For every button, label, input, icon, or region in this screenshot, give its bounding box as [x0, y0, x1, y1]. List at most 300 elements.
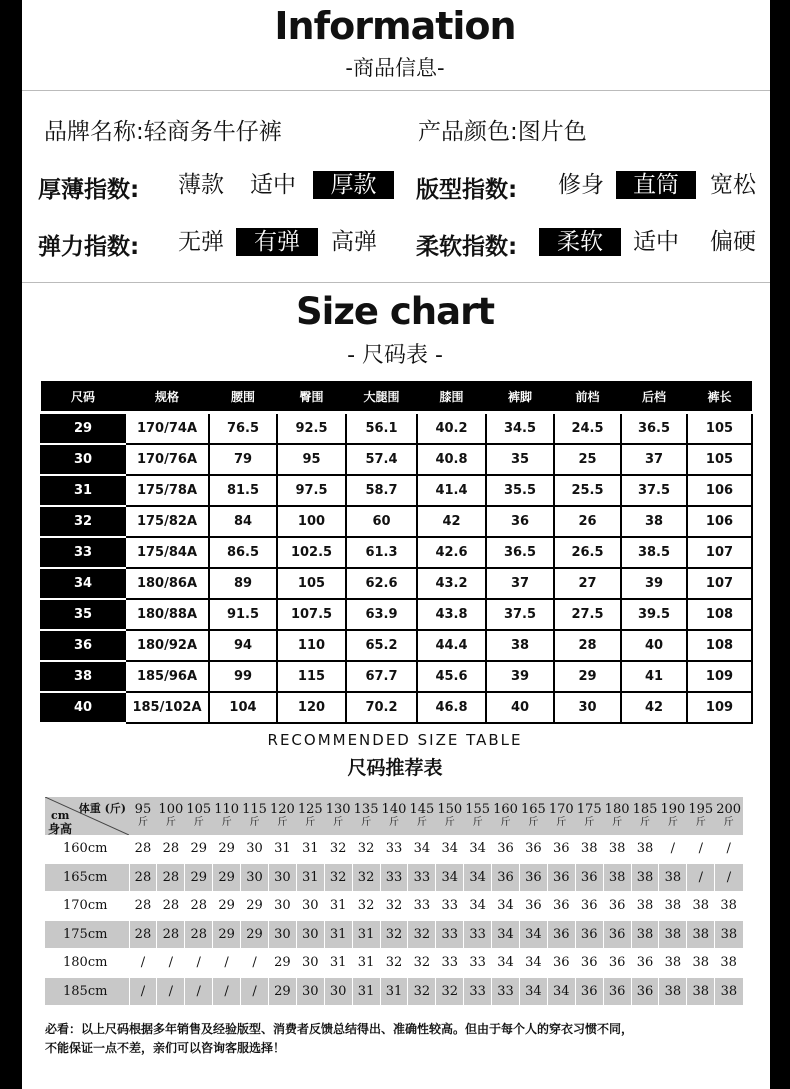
size-value-cell: 107 [687, 537, 752, 568]
recommend-size-cell: 32 [357, 841, 375, 857]
recommend-size-cell: 29 [213, 863, 241, 892]
size-label-cell: 38 [41, 661, 125, 692]
recommend-size-cell: 33 [441, 898, 459, 914]
recommend-size-cell: 38 [659, 920, 687, 949]
weight-unit: 斤 [667, 817, 678, 828]
recommend-size-cell: 36 [608, 898, 626, 914]
recommend-size-cell: 38 [715, 977, 743, 1006]
size-row [41, 506, 752, 537]
recommend-size-cell: / [670, 841, 676, 857]
weight-header-cell [464, 797, 492, 835]
size-header-cell: 臀围 [277, 381, 346, 413]
index-option: 适中 [250, 172, 296, 198]
size-chart-subtitle: - 尺码表 - [347, 343, 443, 368]
size-value-cell: 91.5 [209, 599, 277, 630]
weight-unit: 斤 [444, 817, 455, 828]
weight-header-cell [631, 797, 659, 835]
weight-value: 150 [437, 802, 463, 817]
recommend-size-cell: 34 [519, 977, 547, 1006]
size-label-cell: 40 [41, 692, 125, 723]
weight-unit: 斤 [165, 817, 176, 828]
left-border [0, 0, 22, 1089]
weight-header-cell [380, 797, 408, 835]
size-value-cell: 38 [621, 506, 687, 537]
recommend-size-cell: 31 [274, 841, 291, 857]
recommend-size-cell: 38 [636, 898, 654, 914]
recommend-size-cell: 28 [129, 920, 157, 949]
recommend-size-cell: 34 [519, 920, 547, 949]
size-value-cell: 105 [687, 413, 752, 445]
recommend-size-cell: 31 [302, 841, 319, 857]
height-cell: 160cm [63, 841, 108, 857]
recommend-size-cell: 29 [213, 920, 241, 949]
size-header-cell: 膝围 [417, 381, 486, 413]
weight-header-cell [157, 797, 185, 835]
recommend-size-cell: 29 [190, 841, 207, 857]
weight-unit: 斤 [277, 817, 288, 828]
size-label-cell: 30 [41, 444, 125, 475]
size-value-cell: 175/84A [125, 537, 209, 568]
weight-unit: 斤 [584, 817, 595, 828]
weight-header-cell [296, 797, 324, 835]
weight-header-cell [575, 797, 603, 835]
recommend-size-cell: 34 [497, 955, 514, 971]
recommend-size-cell: 32 [436, 977, 464, 1006]
size-table [40, 381, 753, 724]
size-value-cell: 185/96A [125, 661, 209, 692]
recommend-size-cell: 30 [302, 955, 319, 971]
size-value-cell: 115 [277, 661, 346, 692]
size-label-cell: 35 [41, 599, 125, 630]
size-value-cell: 30 [554, 692, 621, 723]
recommend-size-cell: / [157, 977, 185, 1006]
recommend-size-cell: 38 [720, 955, 737, 971]
size-value-cell: 105 [277, 568, 346, 599]
recommend-size-cell: 28 [162, 841, 180, 857]
size-value-cell: 43.2 [417, 568, 486, 599]
recommend-size-cell: / [726, 841, 731, 857]
weight-value: 125 [297, 802, 323, 817]
recommend-size-cell: 33 [385, 841, 403, 857]
size-value-cell: 26.5 [554, 537, 621, 568]
size-value-cell: 109 [687, 661, 752, 692]
weight-header-cell [436, 797, 464, 835]
size-value-cell: 56.1 [346, 413, 417, 445]
size-value-cell: 170/74A [125, 413, 209, 445]
recommend-size-cell: 28 [157, 920, 185, 949]
size-value-cell: 97.5 [277, 475, 346, 506]
size-value-cell: 41 [621, 661, 687, 692]
recommend-size-cell: 29 [185, 863, 213, 892]
size-row [41, 599, 752, 630]
weight-unit: 斤 [695, 817, 706, 828]
size-value-cell: 105 [687, 444, 752, 475]
size-value-cell: 28 [554, 630, 621, 661]
weight-unit: 斤 [639, 817, 650, 828]
recommend-size-cell: 31 [329, 898, 347, 914]
recommend-size-cell: 32 [385, 898, 403, 914]
corner-weight-label: 体重 (斤) [78, 802, 126, 815]
size-value-cell: 43.8 [417, 599, 486, 630]
size-value-cell: 102.5 [277, 537, 346, 568]
weight-value: 105 [186, 802, 212, 817]
weight-unit: 斤 [472, 817, 483, 828]
weight-value: 180 [604, 802, 630, 817]
index-label: 弹力指数: [38, 234, 140, 260]
weight-value: 200 [716, 802, 742, 817]
corner-cm-label: cm [51, 809, 70, 822]
recommend-size-cell: 31 [296, 863, 324, 892]
size-value-cell: 108 [687, 599, 752, 630]
recommend-size-cell: 34 [436, 863, 464, 892]
weight-unit: 斤 [249, 817, 260, 828]
size-value-cell: 37.5 [486, 599, 554, 630]
info-subtitle: -商品信息- [345, 56, 445, 80]
size-value-cell: 44.4 [417, 630, 486, 661]
right-border [770, 0, 790, 1089]
size-value-cell: 41.4 [417, 475, 486, 506]
size-header-cell: 尺码 [41, 381, 125, 413]
recommend-size-cell: 32 [408, 920, 436, 949]
recommend-size-cell: 38 [692, 955, 710, 971]
recommend-size-cell: 28 [157, 863, 185, 892]
size-value-cell: 58.7 [346, 475, 417, 506]
recommend-size-cell: / [196, 955, 201, 971]
recommend-size-cell: 36 [580, 955, 598, 971]
weight-header-cell [213, 797, 241, 835]
size-value-cell: 40 [486, 692, 554, 723]
recommend-size-cell: / [129, 977, 157, 1006]
recommend-size-cell: 36 [553, 841, 570, 857]
brand-name: 品牌名称:轻商务牛仔裤 [44, 119, 282, 145]
recommend-size-cell: 31 [357, 955, 375, 971]
weight-value: 140 [381, 802, 407, 817]
weight-value: 95 [134, 802, 152, 817]
weight-unit: 斤 [612, 817, 623, 828]
recommend-size-cell: 38 [687, 920, 715, 949]
recommend-size-cell: 30 [296, 920, 324, 949]
size-value-cell: 36 [486, 506, 554, 537]
weight-value: 100 [158, 802, 184, 817]
notice-line: 必看：以上尺码根据多年销售及经验版型、消费者反馈总结得出、准确性较高。但由于每个人的穿衣习惯不同， [45, 1022, 634, 1036]
size-value-cell: 107 [687, 568, 752, 599]
index-label: 柔软指数: [416, 234, 518, 260]
weight-header-cell [603, 797, 631, 835]
recommend-size-cell: 32 [413, 955, 431, 971]
size-value-cell: 106 [687, 475, 752, 506]
recommend-size-cell: 34 [492, 920, 520, 949]
size-header-cell: 大腿围 [346, 381, 417, 413]
index-label: 厚薄指数: [38, 177, 140, 203]
size-value-cell: 37 [621, 444, 687, 475]
recommend-size-cell: 32 [385, 955, 403, 971]
recommend-size-cell: 33 [380, 863, 408, 892]
weight-header-cell [659, 797, 687, 835]
size-value-cell: 70.2 [346, 692, 417, 723]
size-header-cell: 裤脚 [486, 381, 554, 413]
weight-value: 195 [688, 802, 714, 817]
recommend-size-cell: 31 [324, 920, 352, 949]
recommend-size-cell: 38 [720, 898, 737, 914]
size-value-cell: 35 [486, 444, 554, 475]
recommend-size-cell: 38 [715, 920, 743, 949]
recommended-table [45, 797, 743, 1006]
size-value-cell: 81.5 [209, 475, 277, 506]
weight-value: 115 [242, 802, 267, 817]
size-value-cell: 79 [209, 444, 277, 475]
weight-unit: 斤 [556, 817, 567, 828]
recommend-size-cell: 38 [631, 863, 659, 892]
weight-header-cell [547, 797, 575, 835]
height-cell: 165cm [45, 863, 129, 892]
recommend-size-cell: 34 [413, 841, 431, 857]
size-value-cell: 92.5 [277, 413, 346, 445]
recommend-size-cell: / [241, 977, 269, 1006]
size-value-cell: 40.2 [417, 413, 486, 445]
size-row [41, 413, 752, 445]
weight-unit: 斤 [137, 817, 148, 828]
recommend-size-cell: 34 [547, 977, 575, 1006]
recommend-size-cell: 30 [274, 898, 291, 914]
index-option-selected: 厚款 [313, 171, 394, 199]
recommend-size-cell: 31 [380, 977, 408, 1006]
size-value-cell: 120 [277, 692, 346, 723]
weight-value: 185 [632, 802, 658, 817]
recommend-size-cell: 36 [575, 920, 603, 949]
size-label-cell: 31 [41, 475, 125, 506]
recommend-size-cell: 28 [185, 920, 213, 949]
recommend-size-cell: / [213, 977, 241, 1006]
recommend-size-cell: 36 [519, 863, 547, 892]
size-value-cell: 175/82A [125, 506, 209, 537]
recommend-size-cell: 30 [246, 841, 263, 857]
size-value-cell: 100 [277, 506, 346, 537]
index-option: 无弹 [178, 229, 224, 255]
size-label-cell: 34 [41, 568, 125, 599]
divider [22, 90, 770, 91]
size-value-cell: 109 [687, 692, 752, 723]
recommend-size-cell: / [185, 977, 213, 1006]
weight-value: 170 [548, 802, 574, 817]
size-header-cell: 腰围 [209, 381, 277, 413]
weight-unit: 斤 [221, 817, 232, 828]
recommend-size-cell: 30 [324, 977, 352, 1006]
recommend-size-cell: 29 [268, 977, 296, 1006]
recommend-size-cell: 32 [324, 863, 352, 892]
recommend-size-cell: 33 [441, 955, 459, 971]
recommend-row [45, 892, 743, 921]
recommend-size-cell: 36 [575, 977, 603, 1006]
notice-line: 不能保证一点不差，亲们可以咨询客服选择！ [45, 1041, 286, 1055]
recommend-size-cell: 36 [631, 977, 659, 1006]
recommend-size-cell: 34 [464, 863, 492, 892]
recommend-size-cell: 36 [580, 898, 598, 914]
recommend-size-cell: 32 [329, 841, 347, 857]
size-value-cell: 57.4 [346, 444, 417, 475]
recommend-size-cell: 30 [241, 863, 269, 892]
recommend-size-cell: 38 [580, 841, 598, 857]
divider [22, 282, 770, 283]
recommend-size-cell: 28 [190, 898, 207, 914]
recommend-size-cell: 34 [497, 898, 514, 914]
size-chart-title: Size chart [295, 290, 495, 333]
recommend-size-cell: 32 [357, 898, 375, 914]
size-row [41, 475, 752, 506]
size-value-cell: 45.6 [417, 661, 486, 692]
recommend-size-cell: 36 [497, 841, 514, 857]
size-value-cell: 99 [209, 661, 277, 692]
index-option-selected: 直筒 [616, 171, 696, 199]
size-value-cell: 104 [209, 692, 277, 723]
recommend-size-cell: 29 [246, 898, 263, 914]
recommend-size-cell: 28 [162, 898, 180, 914]
index-option: 高弹 [331, 229, 377, 255]
size-value-cell: 38.5 [621, 537, 687, 568]
recommended-subtitle: 尺码推荐表 [347, 757, 443, 779]
size-row [41, 692, 752, 723]
size-label-cell: 32 [41, 506, 125, 537]
recommend-size-cell: / [715, 863, 743, 892]
recommend-size-cell: 36 [553, 955, 570, 971]
recommend-size-cell: 32 [408, 977, 436, 1006]
index-option: 修身 [558, 172, 604, 198]
size-value-cell: 61.3 [346, 537, 417, 568]
recommend-size-cell: 33 [408, 863, 436, 892]
size-value-cell: 89 [209, 568, 277, 599]
size-value-cell: 36.5 [621, 413, 687, 445]
recommend-size-cell: 33 [492, 977, 520, 1006]
recommend-size-cell: 30 [302, 898, 319, 914]
recommend-size-cell: 28 [134, 841, 152, 857]
weight-header-cell [352, 797, 380, 835]
size-label-cell: 33 [41, 537, 125, 568]
recommend-size-cell: 30 [268, 863, 296, 892]
recommend-size-cell: 38 [664, 898, 682, 914]
size-row [41, 630, 752, 661]
corner-header [45, 797, 129, 835]
size-value-cell: 180/88A [125, 599, 209, 630]
weight-value: 120 [269, 802, 295, 817]
index-option-selected: 有弹 [236, 228, 318, 256]
recommend-size-cell: 38 [664, 955, 682, 971]
recommend-size-cell: 38 [631, 920, 659, 949]
weight-unit: 斤 [333, 817, 344, 828]
height-cell: 180cm [63, 955, 108, 971]
recommend-size-cell: 31 [352, 920, 380, 949]
recommend-size-cell: 36 [603, 977, 631, 1006]
weight-value: 130 [325, 802, 351, 817]
recommend-size-cell: 38 [636, 841, 654, 857]
weight-value: 155 [465, 802, 491, 817]
weight-header-cell [129, 797, 157, 835]
size-value-cell: 94 [209, 630, 277, 661]
size-label-cell: 36 [41, 630, 125, 661]
recommend-row [45, 920, 743, 949]
index-option: 偏硬 [710, 229, 756, 255]
recommend-size-cell: / [687, 863, 715, 892]
recommend-size-cell: 38 [608, 841, 626, 857]
recommend-size-cell: 32 [380, 920, 408, 949]
recommend-size-cell: / [252, 955, 257, 971]
weight-value: 190 [660, 802, 686, 817]
index-option: 薄款 [178, 172, 224, 198]
size-value-cell: 175/78A [125, 475, 209, 506]
size-value-cell: 26 [554, 506, 621, 537]
size-value-cell: 46.8 [417, 692, 486, 723]
recommend-size-cell: 36 [608, 955, 626, 971]
weight-unit: 斤 [500, 817, 511, 828]
size-value-cell: 108 [687, 630, 752, 661]
recommend-size-cell: 28 [129, 863, 157, 892]
recommend-row [45, 949, 743, 978]
recommend-size-cell: 32 [352, 863, 380, 892]
weight-header-cell [492, 797, 520, 835]
recommend-row [45, 863, 743, 892]
size-value-cell: 27.5 [554, 599, 621, 630]
recommend-size-cell: 36 [547, 920, 575, 949]
size-value-cell: 63.9 [346, 599, 417, 630]
weight-value: 175 [576, 802, 602, 817]
index-option: 适中 [633, 229, 679, 255]
size-value-cell: 180/86A [125, 568, 209, 599]
recommend-size-cell: 38 [603, 863, 631, 892]
recommend-size-cell: 29 [218, 898, 235, 914]
recommended-title: RECOMMENDED SIZE TABLE [267, 731, 523, 749]
size-value-cell: 95 [277, 444, 346, 475]
recommend-size-cell: 33 [464, 920, 492, 949]
weight-value: 165 [521, 802, 546, 817]
recommend-size-cell: 29 [241, 920, 269, 949]
recommend-size-cell: 30 [296, 977, 324, 1006]
index-option-selected: 柔软 [539, 228, 621, 256]
size-row [41, 568, 752, 599]
recommend-size-cell: 29 [274, 955, 291, 971]
recommend-size-cell: 33 [469, 955, 486, 971]
size-value-cell: 60 [346, 506, 417, 537]
recommend-size-cell: 36 [525, 841, 542, 857]
recommend-row [45, 835, 743, 863]
product-color: 产品颜色:图片色 [418, 119, 587, 145]
recommend-size-cell: 29 [218, 841, 235, 857]
recommend-size-cell: 38 [659, 977, 687, 1006]
size-value-cell: 35.5 [486, 475, 554, 506]
recommend-size-cell: 36 [525, 898, 542, 914]
recommend-size-cell: 38 [687, 977, 715, 1006]
size-value-cell: 180/92A [125, 630, 209, 661]
size-row [41, 444, 752, 475]
size-value-cell: 42 [621, 692, 687, 723]
weight-header-cell [687, 797, 715, 835]
size-row [41, 661, 752, 692]
size-value-cell: 29 [554, 661, 621, 692]
recommend-size-cell: / [224, 955, 229, 971]
size-value-cell: 84 [209, 506, 277, 537]
recommend-size-cell: 36 [547, 863, 575, 892]
weight-header-cell [324, 797, 352, 835]
size-header-cell: 规格 [125, 381, 209, 413]
recommend-size-cell: 34 [469, 841, 486, 857]
size-value-cell: 34.5 [486, 413, 554, 445]
weight-header-cell [185, 797, 213, 835]
weight-unit: 斤 [388, 817, 399, 828]
size-value-cell: 36.5 [486, 537, 554, 568]
size-value-cell: 170/76A [125, 444, 209, 475]
weight-header-cell [268, 797, 296, 835]
recommend-size-cell: 34 [525, 955, 542, 971]
weight-unit: 斤 [528, 817, 539, 828]
recommend-size-cell: / [168, 955, 174, 971]
weight-value: 145 [409, 802, 435, 817]
